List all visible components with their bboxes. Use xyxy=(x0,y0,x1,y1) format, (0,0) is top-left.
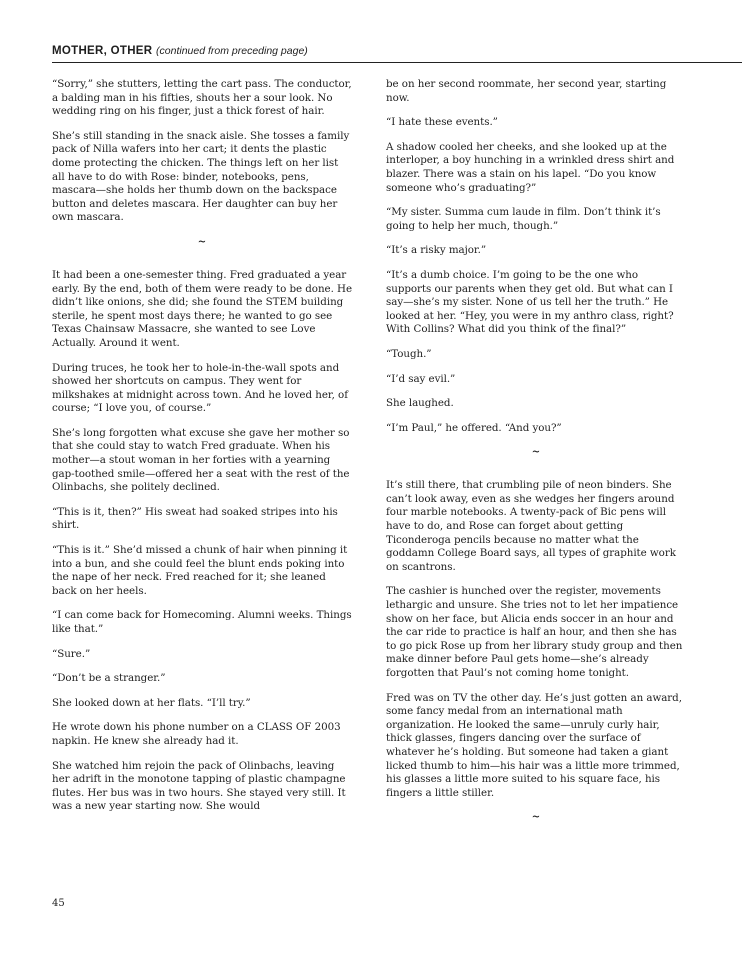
paragraph: “Tough.” xyxy=(386,347,432,360)
paragraph: “This is it.” She’d missed a chunk of hair when pinning it into a bun, and she could feel the blunt ends poking into the nape of her neck. Fred reached for it; she leaned back on her heels. xyxy=(52,544,348,597)
paragraph: “It’s a dumb choice. I’m going to be the one who supports our parents when they get old. But what can I say—she’s my sister. None of us tell her the truth.” He looked at her. “Hey, you were in my anthro class, right? With Collins? What did you think of the final?” xyxy=(386,268,674,336)
page-number: 45 xyxy=(52,898,65,909)
section-separator: ~ xyxy=(197,236,207,248)
header-rule xyxy=(52,62,742,63)
paragraph: He wrote down his phone number on a CLASS OF 2003 napkin. He knew she already had it. xyxy=(52,721,341,747)
paragraph: be on her second roommate, her second year, starting now. xyxy=(386,78,667,104)
section-separator: ~ xyxy=(531,447,541,459)
paragraph: “I’d say evil.” xyxy=(386,372,456,385)
paragraph: “Don’t be a stranger.” xyxy=(52,672,166,685)
right-column xyxy=(386,78,686,844)
paragraph: “I can come back for Homecoming. Alumni weeks. Things like that.” xyxy=(52,609,352,635)
running-header xyxy=(52,42,742,59)
paragraph: “I’m Paul,” he offered. “And you?” xyxy=(386,421,562,434)
paragraph: It had been a one-semester thing. Fred graduated a year early. By the end, both of them were ready to be done. He didn’t like onions, she did; she found the STEM building sterile, he spent most days there; he wanted to go see Texas Chainsaw Massacre, she wanted to see Love Actually. Around it went. xyxy=(52,268,353,349)
paragraph: During truces, he took her to hole-in-the-wall spots and showed her shortcuts on campus. They went for milkshakes at midnight across town. And he loved her, of course; “I love you, of course.” xyxy=(52,361,348,415)
section-separator: ~ xyxy=(531,812,541,824)
paragraph: “Sorry,” she stutters, letting the cart pass. The conductor, a balding man in his fifties, shouts her a sour look. No wedding ring on his finger, just a thick forest of hair. xyxy=(52,78,352,118)
left-column xyxy=(52,78,352,825)
paragraph: She laughed. xyxy=(386,397,454,410)
paragraph: She looked down at her flats. “I’ll try.” xyxy=(52,696,251,709)
paragraph: She watched him rejoin the pack of Olinbachs, leaving her adrift in the monotone tapping of plastic champagne flutes. Her bus was in two hours. She stayed very still. It was a new year starting now. She would xyxy=(52,759,346,813)
paragraph: “This is it, then?” His sweat had soaked stripes into his shirt. xyxy=(52,505,338,532)
paragraph: “It’s a risky major.” xyxy=(386,244,487,257)
paragraph: Fred was on TV the other day. He’s just gotten an award, some fancy medal from an international math organization. He looked the same—unruly curly hair, thick glasses, fingers dancing over the surface of whatever he’s holding. But someone had taken a giant licked thumb to him—his hair was a little more trimmed, his glasses a little more suited to his square face, his fingers a little stiller. xyxy=(386,691,682,799)
continuation-note: (continued from preceding page) xyxy=(156,45,308,57)
paragraph: “I hate these events.” xyxy=(386,116,498,129)
series-title: MOTHER, OTHER xyxy=(52,45,153,57)
paragraph: A shadow cooled her cheeks, and she looked up at the interloper, a boy hunching in a wrinkled dress shirt and blazer. There was a stain on his lapel. “Do you know someone who’s graduating?” xyxy=(386,140,675,194)
paragraph: It’s still there, that crumbling pile of neon binders. She can’t look away, even as she wedges her fingers around four marble notebooks. A twenty-pack of Bic pens will have to do, and Rose can forget about getting Ticonderoga pencils because no matter what the goddamn College Board says, all types of graphite work on scantrons. xyxy=(386,479,676,573)
paragraph: “Sure.” xyxy=(52,647,91,660)
paragraph: The cashier is hunched over the register, movements lethargic and unsure. She tries not to let her impatience show on her face, but Alicia ends soccer in an hour and the car ride to practice is half an hour, and then she has to go pick Rose up from her library study group and then make dinner before Paul gets home—she’s already forgotten that Paul’s not coming home tonight. xyxy=(386,585,683,679)
paragraph: “My sister. Summa cum laude in film. Don’t think it’s going to help her much, though.” xyxy=(386,206,661,232)
paragraph: She’s long forgotten what excuse she gave her mother so that she could stay to watch Fred graduate. When his mother—a stout woman in her forties with a yearning gap-toothed smile—offered her a seat with the rest of the Olinbachs, she politely declined. xyxy=(52,426,350,494)
paragraph: She’s still standing in the snack aisle. She tosses a family pack of Nilla wafers into her cart; it dents the plastic dome protecting the chicken. The things left on her list all have to do with Rose: binder, notebooks, pens, mascara—she holds her thumb down on the backspace button and deletes mascara. Her daughter can buy her own mascara. xyxy=(52,129,350,224)
